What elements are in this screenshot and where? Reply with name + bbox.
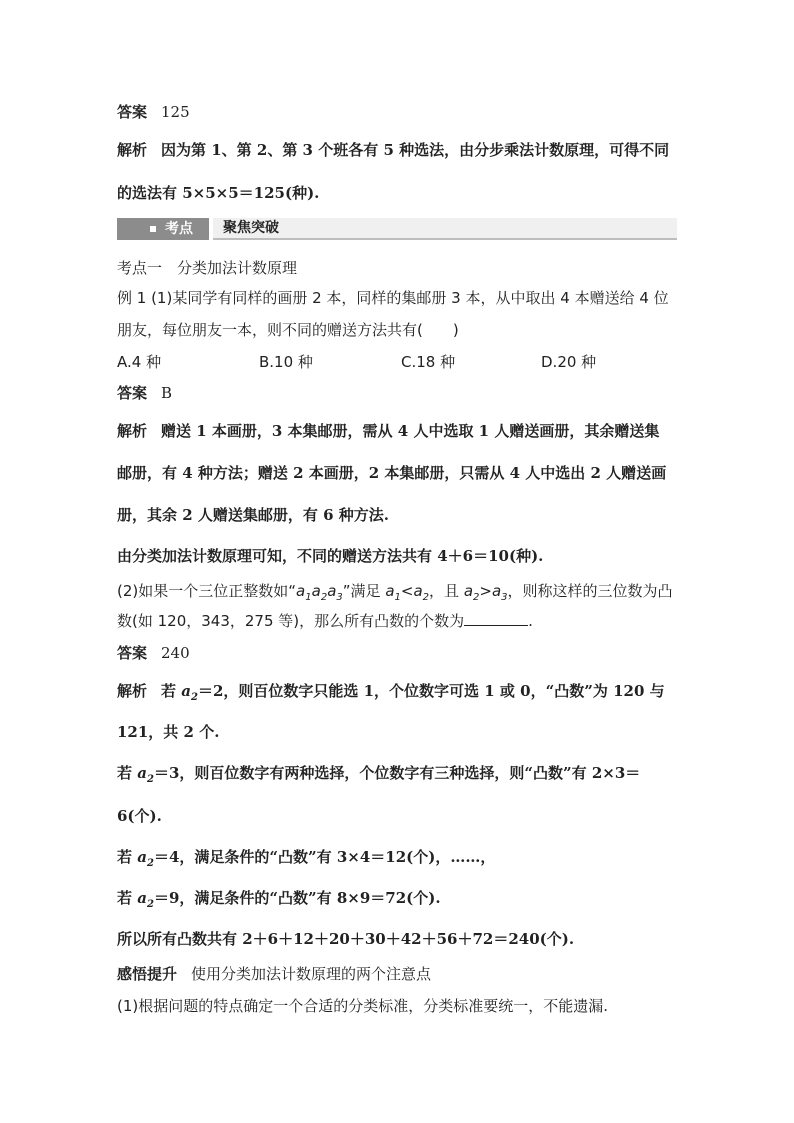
insight-point-1: (1)根据问题的特点确定一个合适的分类标准，分类标准要统一，不能遗漏.	[117, 997, 609, 1015]
answer-label: 答案	[117, 384, 148, 402]
analysis2-line-2: 邮册，有 4 种方法；赠送 2 本画册，2 本集邮册，只需从 4 人中选出 2 人赠送画	[117, 464, 667, 482]
math-a2: $a_2$	[137, 889, 154, 910]
kp1-title: 考点一 分类加法计数原理	[117, 259, 298, 277]
analysis2-line-3: 册，其余 2 人赠送集邮册，有 6 种方法.	[117, 506, 389, 524]
ex2-text-4: ，则称这样的三位数为凸	[507, 582, 673, 600]
analysis2-line-4: 由分类加法计数原理可知，不同的赠送方法共有 4＋6＝10(种).	[117, 547, 544, 565]
answer-value: 240	[161, 644, 190, 662]
banner-title-text: 聚焦突破	[223, 220, 279, 236]
option-b: B.10 种	[259, 353, 313, 371]
analysis3-line-6	[117, 888, 441, 915]
banner-tag	[117, 218, 209, 240]
analysis-label: 解析	[117, 682, 148, 700]
analysis3-line-4: 6(个).	[117, 807, 162, 825]
math-a2: $a_2$	[137, 764, 154, 785]
ex2-text-6: .	[528, 612, 533, 630]
ex2-text-2: ”满足	[342, 582, 386, 600]
answer-label: 答案	[117, 644, 148, 662]
math-a1a2a3: $a_1a_2a_3$	[296, 582, 343, 603]
analysis-text: 赠送 1 本画册，3 本集邮册，需从 4 人中选取 1 人赠送画册，其余赠送集	[161, 422, 660, 440]
math-a2-gt-a3: $a_2>a_3$	[463, 582, 508, 603]
example1-options	[117, 352, 677, 372]
analysis3-line-7: 所以所有凸数共有 2＋6＋12＋20＋30＋42＋56＋72＝240(个).	[117, 930, 575, 948]
analysis3-text: 若	[161, 682, 182, 700]
answer-value: B	[161, 384, 173, 402]
banner-title	[213, 218, 677, 240]
math-a2: $a_2$	[181, 682, 198, 703]
answer-line-2	[117, 383, 172, 403]
ex2-text-1: (2)如果一个三位正整数如“	[117, 582, 297, 600]
analysis3-text: 若	[117, 889, 138, 907]
analysis-line-1	[117, 140, 669, 160]
example2-line-1	[117, 581, 673, 608]
analysis3-text: ＝2，则百位数字只能选 1，个位数字可选 1 或 0，“凸数”为 120 与	[197, 682, 665, 700]
analysis3-line-3	[117, 763, 640, 790]
square-bullet-icon	[150, 226, 156, 232]
analysis-text: 因为第 1、第 2、第 3 个班各有 5 种选法，由分步乘法计数原理，可得不同	[161, 141, 670, 159]
answer-value: 125	[161, 103, 190, 121]
ex2-text-5: 数(如 120，343，275 等)，那么所有凸数的个数为	[117, 612, 465, 630]
math-a2: $a_2$	[137, 848, 154, 869]
insight-line	[117, 964, 431, 984]
analysis3-line-5	[117, 847, 495, 874]
insight-label: 感悟提升	[117, 965, 178, 983]
math-a1-lt-a2: $a_1<a_2$	[385, 582, 430, 603]
banner-tag-text: 考点	[165, 221, 193, 237]
analysis3-text: 若	[117, 764, 138, 782]
analysis3-text: 若	[117, 848, 138, 866]
answer-line-3	[117, 643, 190, 663]
analysis-label: 解析	[117, 422, 148, 440]
option-d: D.20 种	[541, 353, 597, 371]
analysis3-text: ＝9，满足条件的“凸数”有 8×9＝72(个).	[153, 889, 441, 907]
analysis2-line-1	[117, 421, 659, 441]
analysis3-text: ＝3，则百位数字有两种选择，个位数字有三种选择，则“凸数”有 2×3＝	[153, 764, 641, 782]
analysis3-text: ＝4，满足条件的“凸数”有 3×4＝12(个)，……，	[153, 848, 496, 866]
example1-line-2: 朋友，每位朋友一本，则不同的赠送方法共有( )	[117, 321, 459, 339]
answer-label: 答案	[117, 103, 148, 121]
answer-line-1	[117, 102, 190, 122]
ex2-text-3: ，且	[429, 582, 464, 600]
analysis-label: 解析	[117, 141, 148, 159]
section-banner	[117, 218, 677, 240]
example1-line-1: 例 1 (1)某同学有同样的画册 2 本，同样的集邮册 3 本，从中取出 4 本赠送给 4 位	[117, 289, 669, 307]
answer-blank	[464, 611, 528, 626]
example2-line-2	[117, 611, 533, 631]
option-c: C.18 种	[401, 353, 456, 371]
analysis3-line-1	[117, 681, 665, 708]
analysis3-line-2: 121，共 2 个.	[117, 723, 220, 741]
analysis-text-cont: 的选法有 5×5×5＝125(种).	[117, 184, 320, 202]
option-a: A.4 种	[117, 353, 162, 371]
analysis-line-2	[117, 183, 319, 203]
insight-title: 使用分类加法计数原理的两个注意点	[191, 965, 432, 983]
